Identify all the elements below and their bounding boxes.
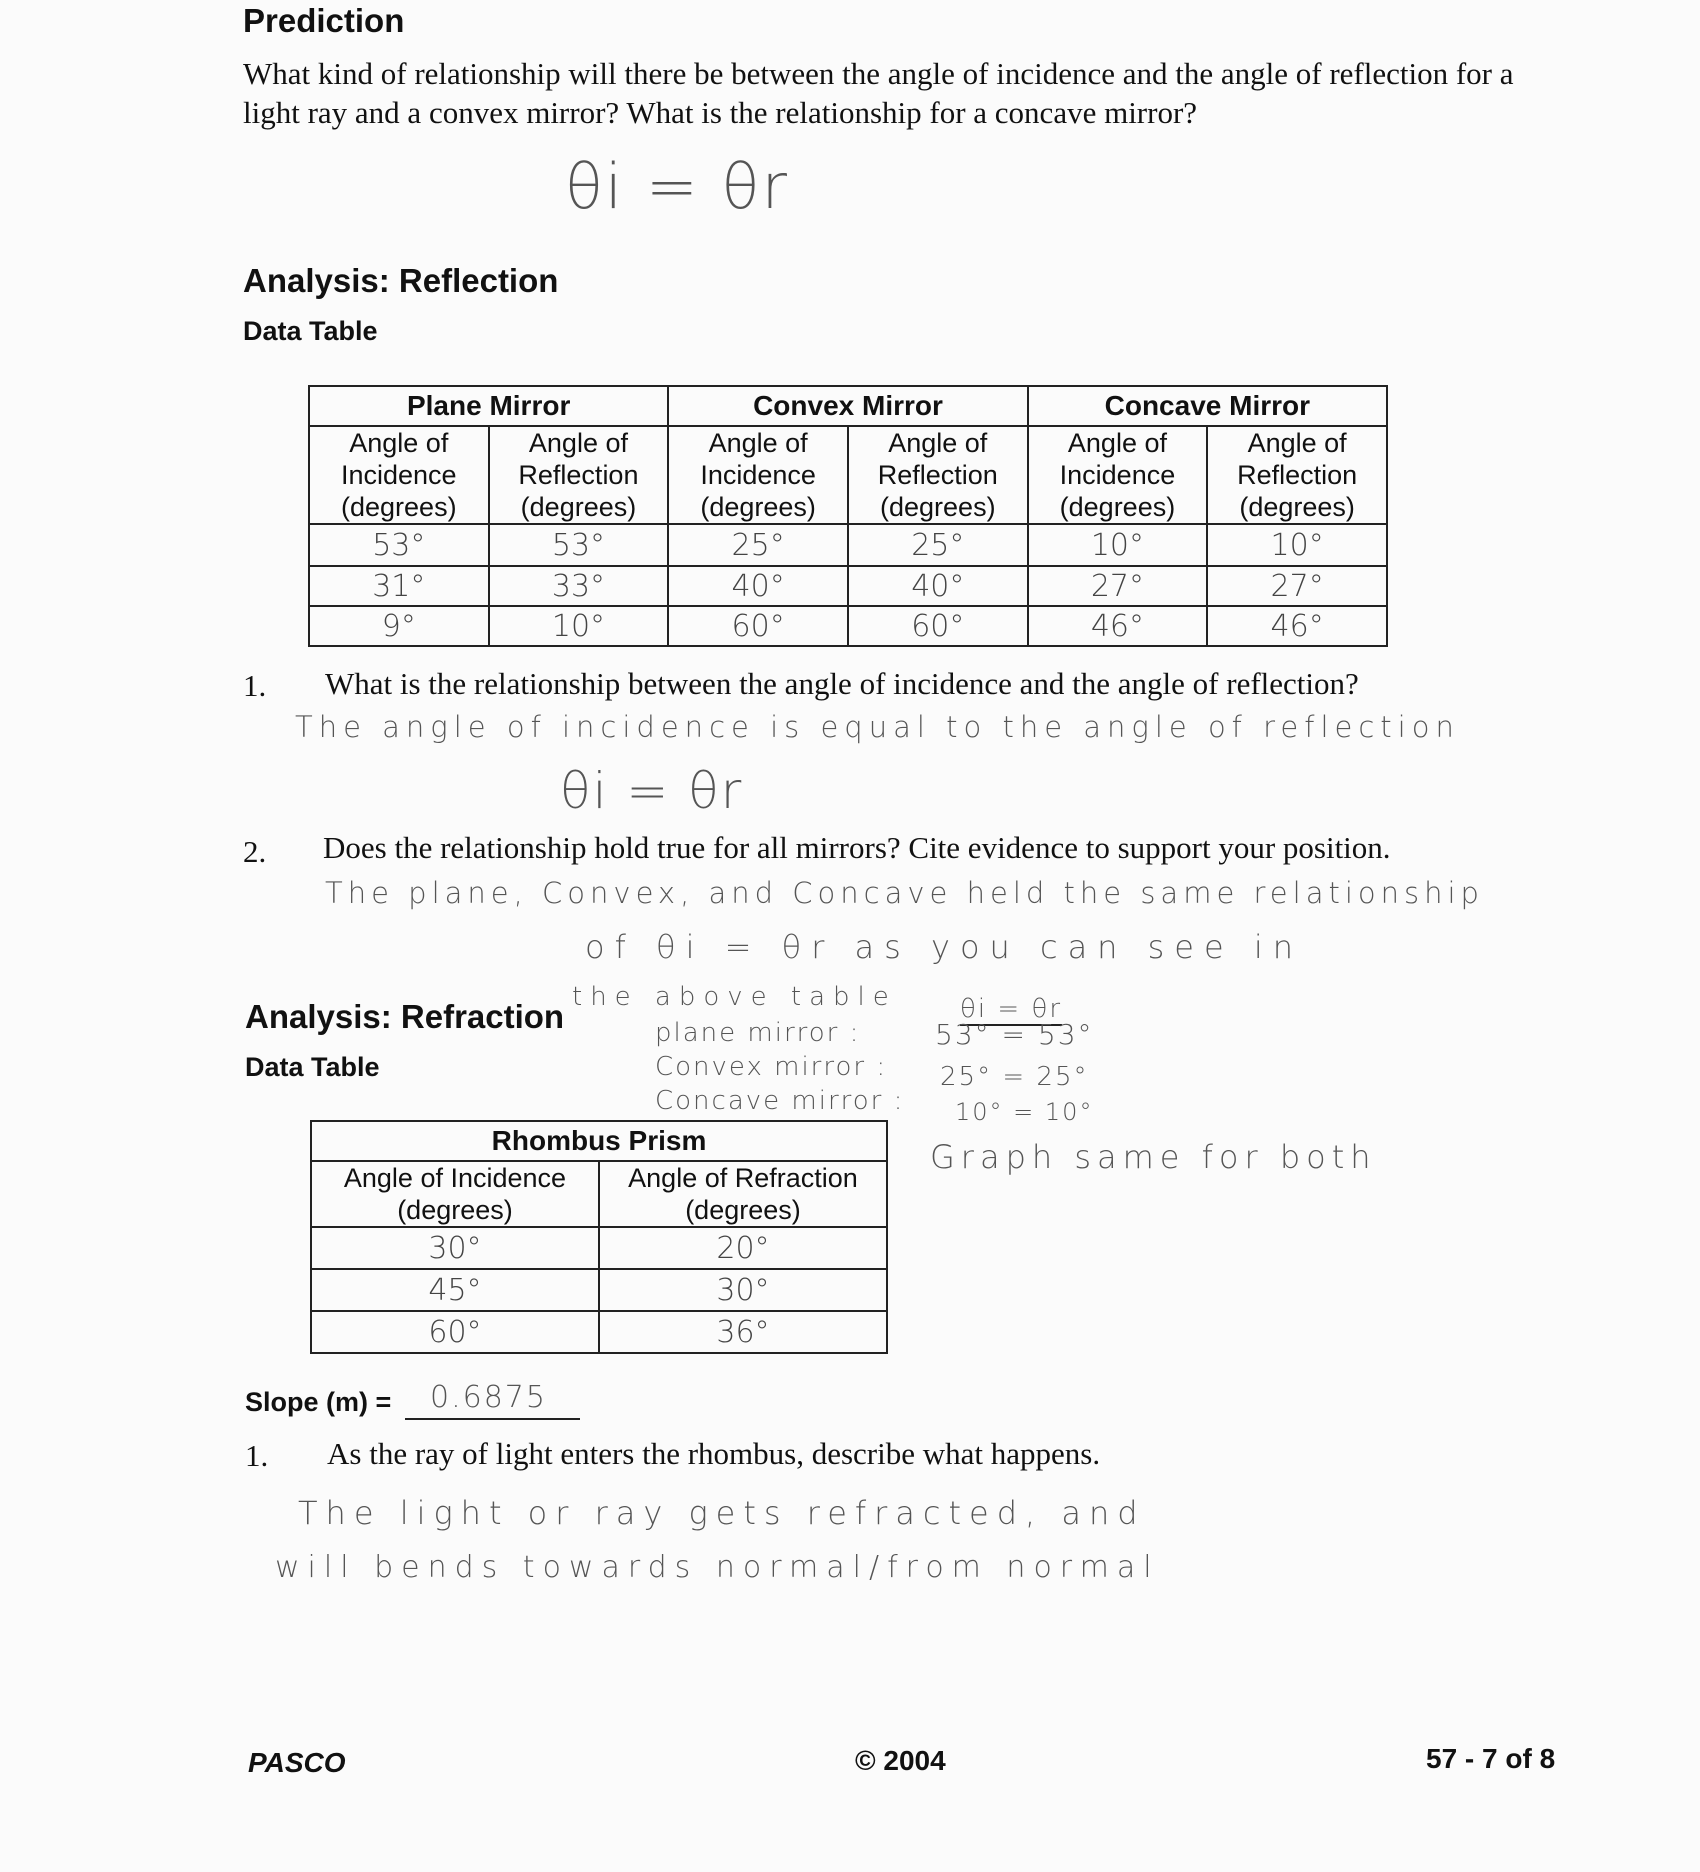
reflection-table-title: Data Table [243,316,378,346]
table-cell: 30° [599,1269,887,1311]
table-cell: 33° [489,566,669,606]
evidence-convex-label: Convex mirror : [655,1052,888,1082]
evidence-convex-value: 25° = 25° [940,1062,1089,1092]
reflection-q2-answer-line2: of θi = θr as you can see in [585,928,1304,966]
table-cell: 60° [311,1311,599,1353]
evidence-header: θi = θr [960,994,1063,1024]
col-header-incidence: Angle of Incidence (degrees) [311,1161,599,1227]
table-cell: 20° [599,1227,887,1269]
table-cell: 40° [668,566,848,606]
question-number: 2. [243,834,267,869]
table-row [309,566,1387,606]
table-cell: 46° [1028,606,1208,646]
table-cell: 45° [311,1269,599,1311]
footer-page-number: 57 - 7 of 8 [1426,1743,1556,1774]
slope-value: 0.6875 [430,1380,547,1415]
table-cell: 53° [489,524,669,566]
table-cell: 27° [1207,566,1387,606]
table-row [309,524,1387,566]
evidence-concave-value: 10° = 10° [955,1098,1094,1126]
table-cell: 31° [309,566,489,606]
table-cell: 60° [848,606,1028,646]
table-cell: 30° [311,1227,599,1269]
prediction-answer: θi = θr [565,150,789,223]
slope-label: Slope (m) = [245,1387,392,1417]
prediction-heading: Prediction [243,2,405,39]
footer-copyright: © 2004 [855,1745,946,1776]
reflection-q1-answer: The angle of incidence is equal to the angle of reflection [295,710,1460,744]
table-row [311,1227,887,1269]
refraction-table-title: Data Table [245,1052,380,1082]
group-convex-mirror: Convex Mirror [668,386,1027,426]
reflection-q1-formula: θi = θr [560,762,744,820]
table-cell: 60° [668,606,848,646]
reflection-q2-answer-line3: the above table [572,982,897,1012]
table-cell: 10° [1207,524,1387,566]
reflection-heading: Analysis: Reflection [243,262,559,299]
table-cell: 25° [848,524,1028,566]
question-number: 1. [245,1438,269,1473]
group-plane-mirror: Plane Mirror [309,386,668,426]
col-header-refraction: Angle of Refraction (degrees) [599,1161,887,1227]
reflection-q1-text: What is the relationship between the angle of incidence and the angle of reflection? [325,666,1359,701]
col-header-incidence: Angle of Incidence (degrees) [309,426,489,524]
reflection-data-table [308,385,1388,647]
table-cell: 36° [599,1311,887,1353]
col-header-incidence: Angle of Incidence (degrees) [1028,426,1208,524]
table-row [311,1311,887,1353]
refraction-q1-answer-line2: will bends towards normal/from normal [275,1550,1160,1585]
table-cell: 46° [1207,606,1387,646]
evidence-plane-label: plane mirror : [655,1018,861,1048]
refraction-heading: Analysis: Refraction [245,998,565,1035]
question-number: 1. [243,668,267,703]
group-concave-mirror: Concave Mirror [1028,386,1387,426]
evidence-plane-value: 53° = 53° [935,1018,1094,1051]
slope-answer-line [405,1382,580,1420]
refraction-q1-text: As the ray of light enters the rhombus, describe what happens. [327,1436,1101,1471]
footer-publisher: PASCO [248,1747,346,1778]
col-header-reflection: Angle of Reflection (degrees) [848,426,1028,524]
col-header-reflection: Angle of Reflection (degrees) [489,426,669,524]
col-header-incidence: Angle of Incidence (degrees) [668,426,848,524]
refraction-q1-answer-line1: The light or ray gets refracted, and [298,1494,1146,1532]
prediction-question: What kind of relationship will there be between the angle of incidence and the angle of reflection for a light ray and a convex mirror? What is the relationship for a concave mirror? [243,56,1514,130]
table-cell: 10° [1028,524,1208,566]
table-row [311,1269,887,1311]
table-cell: 10° [489,606,669,646]
group-rhombus-prism: Rhombus Prism [311,1121,887,1161]
table-cell: 53° [309,524,489,566]
table-row [309,606,1387,646]
reflection-q2-note: Graph same for both [930,1138,1377,1176]
reflection-q2-text: Does the relationship hold true for all mirrors? Cite evidence to support your position. [323,830,1391,865]
evidence-concave-label: Concave mirror : [655,1086,905,1116]
reflection-q2-answer-line1: The plane, Convex, and Concave held the same relationship [325,876,1484,910]
table-cell: 9° [309,606,489,646]
table-cell: 40° [848,566,1028,606]
refraction-data-table [310,1120,888,1354]
col-header-reflection: Angle of Reflection (degrees) [1207,426,1387,524]
table-cell: 25° [668,524,848,566]
table-cell: 27° [1028,566,1208,606]
